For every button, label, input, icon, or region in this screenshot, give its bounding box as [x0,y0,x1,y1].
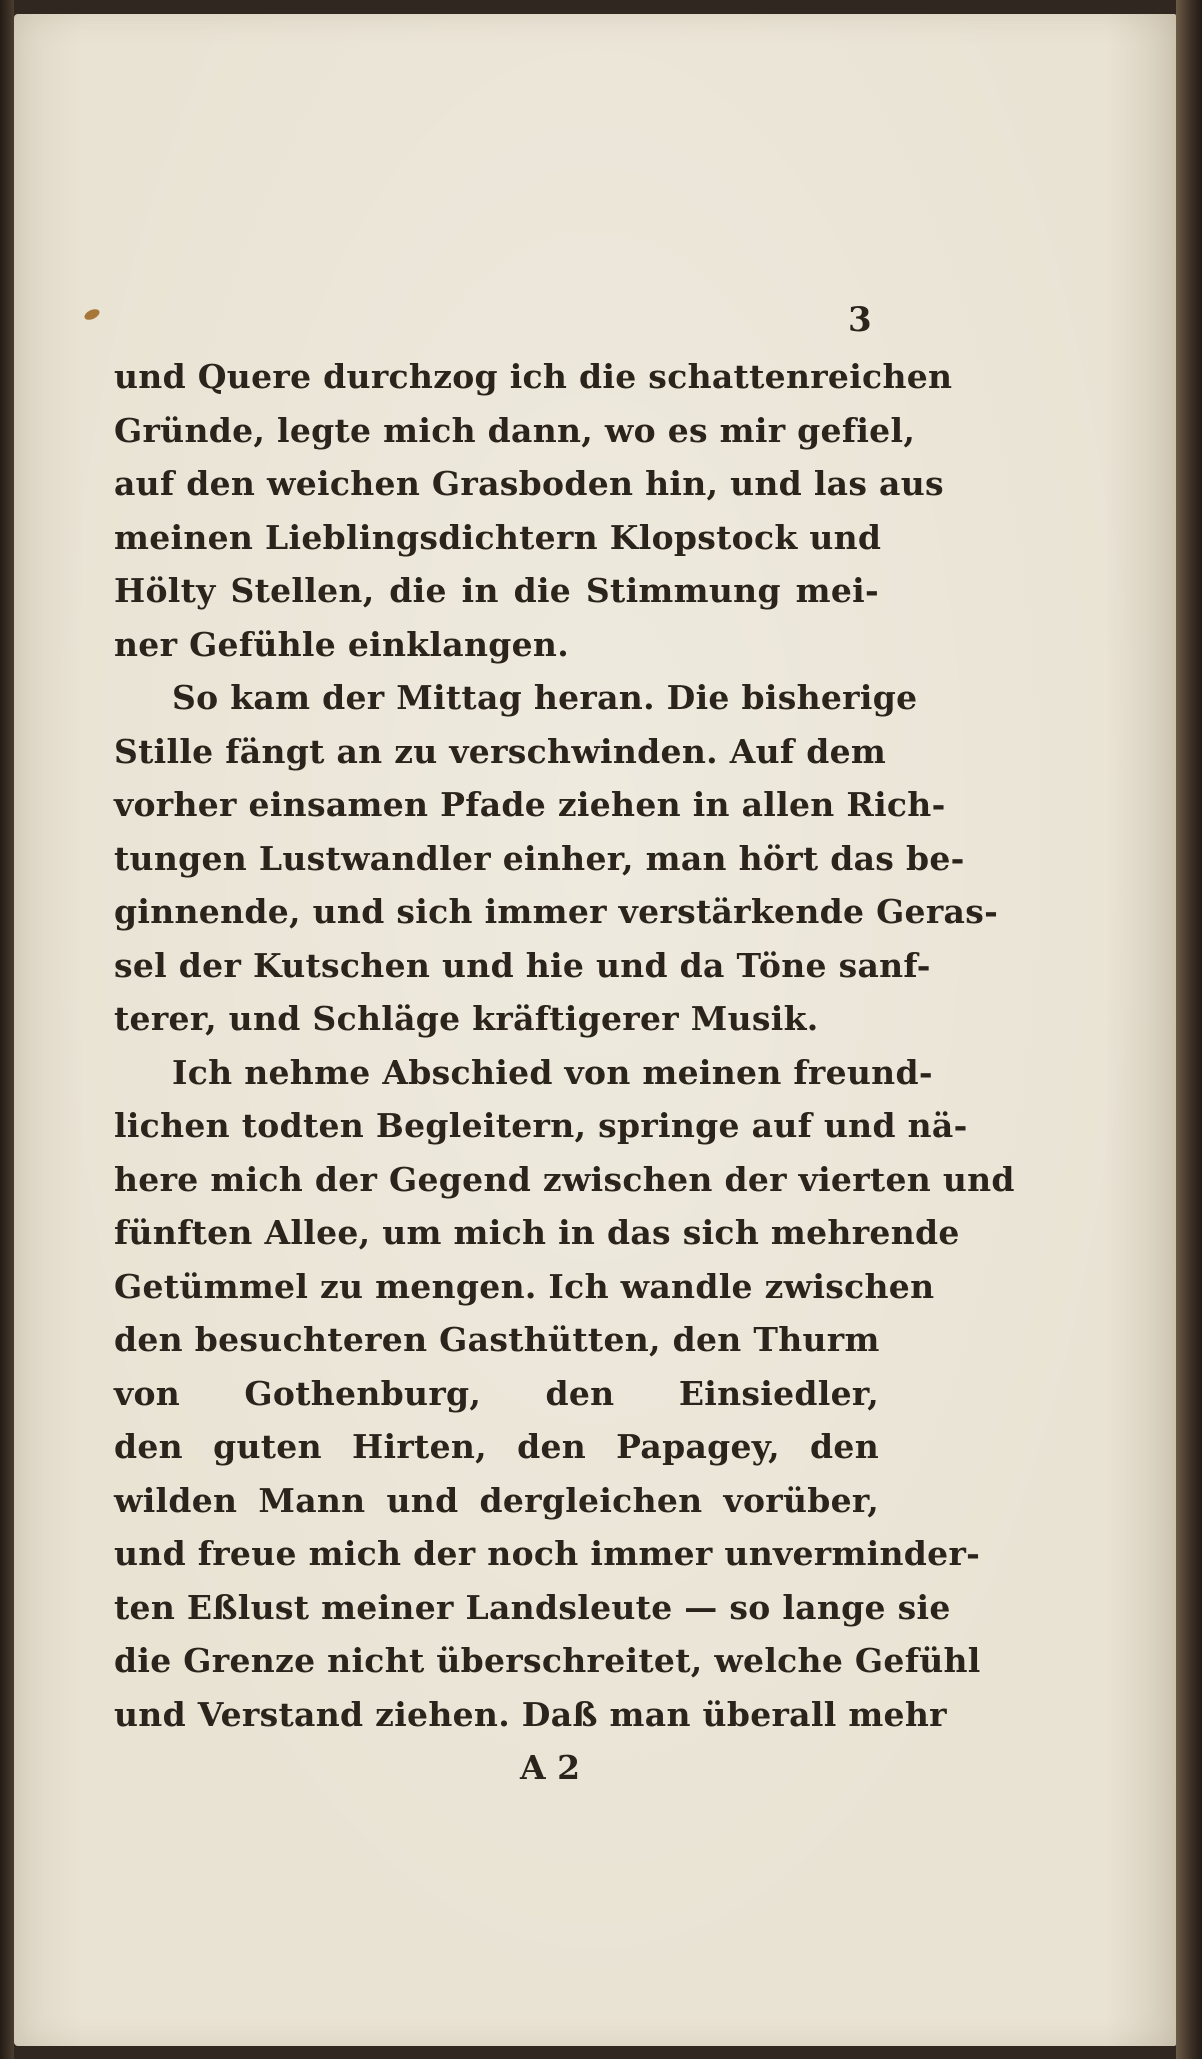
text-line: und freue mich der noch immer unverminder- [114,1534,981,1573]
text-line: sel der Kutschen und hie und da Töne sanf- [114,945,931,985]
text-line: und Quere durchzog ich die schattenreichen [114,357,953,396]
text-line: ner Gefühle einklangen. [114,624,569,664]
text-line: Gründe, legte mich dann, wo es mir gefiel, [114,410,916,450]
text-line: den besuchteren Gasthütten, den Thurm [114,1320,880,1359]
text-line: den guten Hirten, den Papagey, den [114,1427,879,1466]
text-line: ten Eßlust meiner Landsleute — so lange sie [114,1587,951,1627]
text-line: lichen todten Begleitern, springe auf und nä- [114,1106,968,1145]
text-line: fünften Allee, um mich in das sich mehrende [114,1213,960,1252]
book-binding-edge [0,0,14,2059]
text-line: ginnende, und sich immer verstärkende Geras- [114,892,999,931]
text-line: wilden Mann und dergleichen vorüber, [114,1480,879,1520]
text-line: Getümmel zu mengen. Ich wandle zwischen [114,1266,935,1306]
text-line: Ich nehme Abschied von meinen freund- [172,1052,933,1092]
text-line: vorher einsamen Pfade ziehen in allen Rich- [114,785,946,824]
page-edge-shadow [1176,0,1202,2059]
text-line: die Grenze nicht überschreitet, welche Gefühl [114,1641,981,1680]
text-line: So kam der Mittag heran. Die bisherige [172,678,918,717]
text-line: Stille fängt an zu verschwinden. Auf dem [114,731,887,771]
text-line: meinen Lieblingsdichtern Klopstock und [114,517,882,557]
text-line: und Verstand ziehen. Daß man überall mehr [114,1694,947,1734]
printer-signature-mark: A 2 [520,1748,581,1787]
paper-stain [83,307,101,322]
page-number: 3 [848,300,872,340]
text-line: Hölty Stellen, die in die Stimmung mei- [114,571,879,610]
text-line: here mich der Gegend zwischen der vierten und [114,1159,1015,1199]
text-line: tungen Lustwandler einher, man hört das be- [114,838,965,878]
text-line: terer, und Schläge kräftigerer Musik. [114,999,819,1038]
text-line: von Gothenburg, den Einsiedler, [114,1373,879,1413]
text-line: auf den weichen Grasboden hin, und las aus [114,464,944,503]
body-text [114,350,1015,1741]
